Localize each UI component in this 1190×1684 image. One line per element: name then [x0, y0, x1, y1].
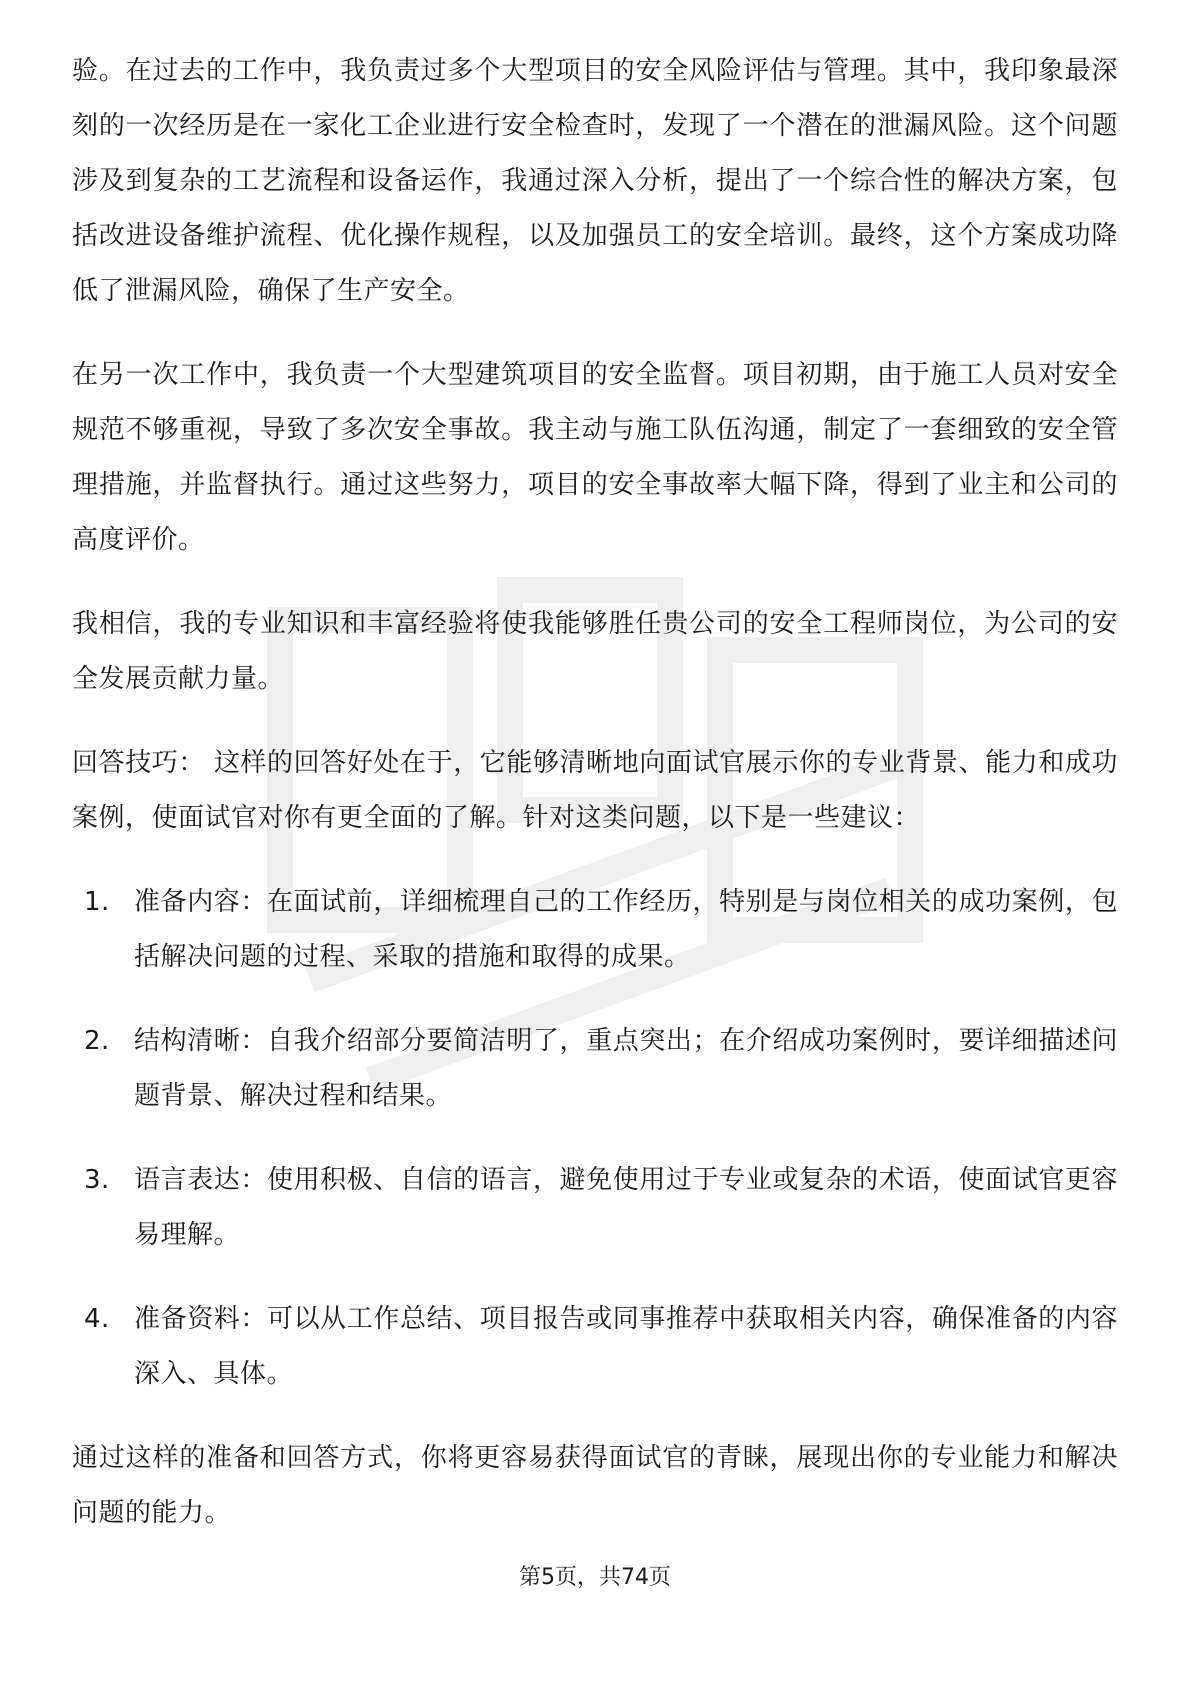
paragraph-experience-chemical: 验。在过去的工作中，我负责过多个大型项目的安全风险评估与管理。其中，我印象最深刻的一次经历是在一家化工企业进行安全检查时，发现了一个潜在的泄漏风险。这个问题涉及到复杂的工艺流程和设备运作，我通过深入分析，提出了一个综合性的解决方案，包括改进设备维护流程、优化操作规程，以及加强员工的安全培训。最终，这个方案成功降低了泄漏风险，确保了生产安全。 — [72, 56, 1118, 306]
paragraph-closing: 通过这样的准备和回答方式，你将更容易获得面试官的青睐，展现出你的专业能力和解决问题的能力。 — [72, 1443, 1118, 1528]
list-item — [72, 1014, 1118, 1124]
list-item-text: 语言表达：使用积极、自信的语言，避免使用过于专业或复杂的术语，使面试官更容易理解。 — [134, 1165, 1118, 1250]
list-item-number: 3. — [84, 1165, 110, 1195]
tips-list — [72, 875, 1118, 1402]
paragraph-experience-construction: 在另一次工作中，我负责一个大型建筑项目的安全监督。项目初期，由于施工人员对安全规范不够重视，导致了多次安全事故。我主动与施工队伍沟通，制定了一套细致的安全管理措施，并监督执行。通过这些努力，项目的安全事故率大幅下降，得到了业主和公司的高度评价。 — [72, 360, 1118, 555]
list-item — [72, 1153, 1118, 1263]
document-page — [72, 44, 1118, 1570]
list-item-text: 结构清晰：自我介绍部分要简洁明了，重点突出；在介绍成功案例时，要详细描述问题背景、解决过程和结果。 — [134, 1026, 1118, 1111]
list-item — [72, 1292, 1118, 1402]
paragraph-answer-tips: 回答技巧： 这样的回答好处在于，它能够清晰地向面试官展示你的专业背景、能力和成功案例，使面试官对你有更全面的了解。针对这类问题，以下是一些建议： — [72, 748, 1118, 833]
list-item-number: 2. — [84, 1026, 110, 1056]
list-item-text: 准备内容：在面试前，详细梳理自己的工作经历，特别是与岗位相关的成功案例，包括解决问题的过程、采取的措施和取得的成果。 — [134, 887, 1118, 972]
list-item — [72, 875, 1118, 985]
paragraph-confidence: 我相信，我的专业知识和丰富经验将使我能够胜任贵公司的安全工程师岗位，为公司的安全发展贡献力量。 — [72, 609, 1118, 694]
list-item-text: 准备资料：可以从工作总结、项目报告或同事推荐中获取相关内容，确保准备的内容深入、具体。 — [134, 1304, 1118, 1389]
list-item-number: 4. — [84, 1304, 110, 1334]
list-item-number: 1. — [84, 887, 110, 917]
page-number-footer: 第5页，共74页 — [519, 1565, 671, 1590]
